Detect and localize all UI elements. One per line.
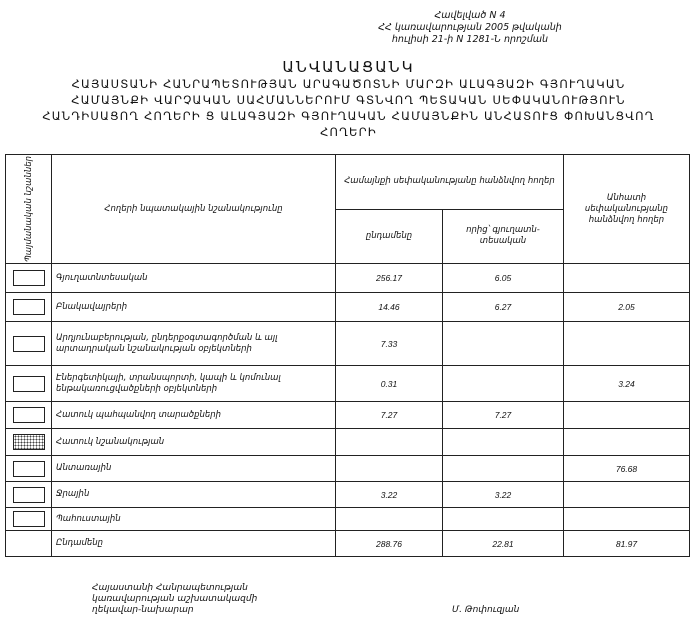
row-label: Բնակավայրերի bbox=[52, 293, 336, 322]
legend-swatch bbox=[13, 336, 45, 352]
row-including bbox=[443, 456, 564, 482]
legend-swatch bbox=[13, 270, 45, 286]
row-label: Արդյունաբերության, ընդերքօգտագործման և այլ արտադրական նշանակության օբյեկտների bbox=[52, 322, 336, 366]
row-label: Ջրային bbox=[52, 482, 336, 508]
title-main: ԱՆՎԱՆԱՑԱՆԿ bbox=[282, 58, 415, 76]
row-including bbox=[443, 366, 564, 402]
table-row bbox=[6, 429, 690, 456]
table-row bbox=[6, 293, 690, 322]
title-line-4: ՀՈՂԵՐԻ bbox=[320, 125, 377, 139]
row-private bbox=[564, 402, 690, 429]
row-private: 76.68 bbox=[564, 456, 690, 482]
row-total: 256.17 bbox=[336, 264, 443, 293]
footer-label: Ընդամենը bbox=[52, 531, 336, 557]
row-total: 14.46 bbox=[336, 293, 443, 322]
row-total: 7.27 bbox=[336, 402, 443, 429]
header-symbol-cell bbox=[6, 155, 52, 264]
row-including bbox=[443, 322, 564, 366]
document-title bbox=[0, 58, 697, 140]
row-private bbox=[564, 429, 690, 456]
legend-swatch bbox=[13, 376, 45, 392]
row-total: 3.22 bbox=[336, 482, 443, 508]
row-label: Հատուկ պահպանվող տարածքների bbox=[52, 402, 336, 429]
legend-swatch-dotted bbox=[13, 434, 45, 450]
legend-swatch bbox=[13, 487, 45, 503]
signature-line-1: Հայաստանի Հանրապետության bbox=[92, 583, 248, 593]
row-private bbox=[564, 264, 690, 293]
header-note-line-2: ՀՀ կառավարության 2005 թվականի bbox=[378, 22, 562, 33]
header-private: Անհատի սեփականությանը հանձնվող հողեր bbox=[564, 155, 690, 264]
row-label: Պահուստային bbox=[52, 508, 336, 531]
footer-private: 81.97 bbox=[564, 531, 690, 557]
table-row bbox=[6, 264, 690, 293]
row-including bbox=[443, 508, 564, 531]
row-total: 7.33 bbox=[336, 322, 443, 366]
footer-including: 22.81 bbox=[443, 531, 564, 557]
table-row bbox=[6, 402, 690, 429]
row-private: 3.24 bbox=[564, 366, 690, 402]
row-private: 2.05 bbox=[564, 293, 690, 322]
row-label: Գյուղատնտեսական bbox=[52, 264, 336, 293]
header-symbol: Պայմանական նշաններ bbox=[23, 156, 34, 262]
row-including: 7.27 bbox=[443, 402, 564, 429]
row-total bbox=[336, 508, 443, 531]
signature-line-2: կառավարության աշխատակազմի bbox=[92, 594, 258, 604]
footer-total: 288.76 bbox=[336, 531, 443, 557]
header-note bbox=[330, 10, 610, 46]
row-label: Անտառային bbox=[52, 456, 336, 482]
legend-swatch bbox=[13, 407, 45, 423]
table-row bbox=[6, 508, 690, 531]
row-total bbox=[336, 429, 443, 456]
signature-line-3: ղեկավար-նախարար bbox=[92, 605, 194, 615]
row-including: 3.22 bbox=[443, 482, 564, 508]
header-purpose: Հողերի նպատակային նշանակությունը bbox=[52, 155, 336, 264]
header-community-group: Համայնքի սեփականությանը հանձնվող հողեր bbox=[336, 155, 564, 210]
table-footer-row bbox=[6, 531, 690, 557]
header-note-line-1: Հավելված N 4 bbox=[434, 10, 506, 21]
row-including bbox=[443, 429, 564, 456]
signature-name: Մ. Թոփուզյան bbox=[452, 605, 520, 615]
row-including: 6.27 bbox=[443, 293, 564, 322]
row-label: Էներգետիկայի, տրանսպորտի, կապի և կոմունալ ենթակառուցվածքների օբյեկտների bbox=[52, 366, 336, 402]
row-private bbox=[564, 508, 690, 531]
table-row bbox=[6, 366, 690, 402]
row-total: 0.31 bbox=[336, 366, 443, 402]
title-line-3: ՀԱՆԴԻՍԱՑՈՂ ՀՈՂԵՐԻ Ց ԱԼԱԳՅԱԶԻ ԳՅՈՒՂԱԿԱՆ ՀԱՄԱՅՆՔԻՆ ԱՆՀԱՏՈՒՑ ՓՈԽԱՆՑՎՈՂ bbox=[42, 109, 655, 123]
table-row bbox=[6, 322, 690, 366]
table-row bbox=[6, 482, 690, 508]
row-label: Հատուկ նշանակության bbox=[52, 429, 336, 456]
row-total bbox=[336, 456, 443, 482]
legend-swatch bbox=[13, 461, 45, 477]
title-line-1: ՀԱՅԱՍՏԱՆԻ ՀԱՆՐԱՊԵՏՈՒԹՅԱՆ ԱՐԱԳԱԾՈՏՆԻ ՄԱՐԶԻ ԱԼԱԳՅԱԶԻ ԳՅՈՒՂԱԿԱՆ bbox=[71, 77, 626, 91]
title-line-2: ՀԱՄԱՅՆՔԻ ՎԱՐՉԱԿԱՆ ՍԱՀՄԱՆՆԵՐՈՒՄ ԳՏՆՎՈՂ ՊԵՏԱԿԱՆ ՍԵՓԱԿԱՆՈՒԹՅՈՒՆ bbox=[71, 93, 626, 107]
header-note-line-3: հուլիսի 21-ի N 1281-Ն որոշման bbox=[391, 34, 549, 45]
table-row bbox=[6, 456, 690, 482]
land-table bbox=[5, 154, 690, 557]
row-including: 6.05 bbox=[443, 264, 564, 293]
legend-swatch bbox=[13, 511, 45, 527]
header-including: որից՝ գյուղատն-տեսական bbox=[443, 209, 564, 264]
legend-swatch bbox=[13, 299, 45, 315]
header-total: ընդամենը bbox=[336, 209, 443, 264]
row-private bbox=[564, 482, 690, 508]
signature-title bbox=[92, 583, 257, 616]
row-private bbox=[564, 322, 690, 366]
